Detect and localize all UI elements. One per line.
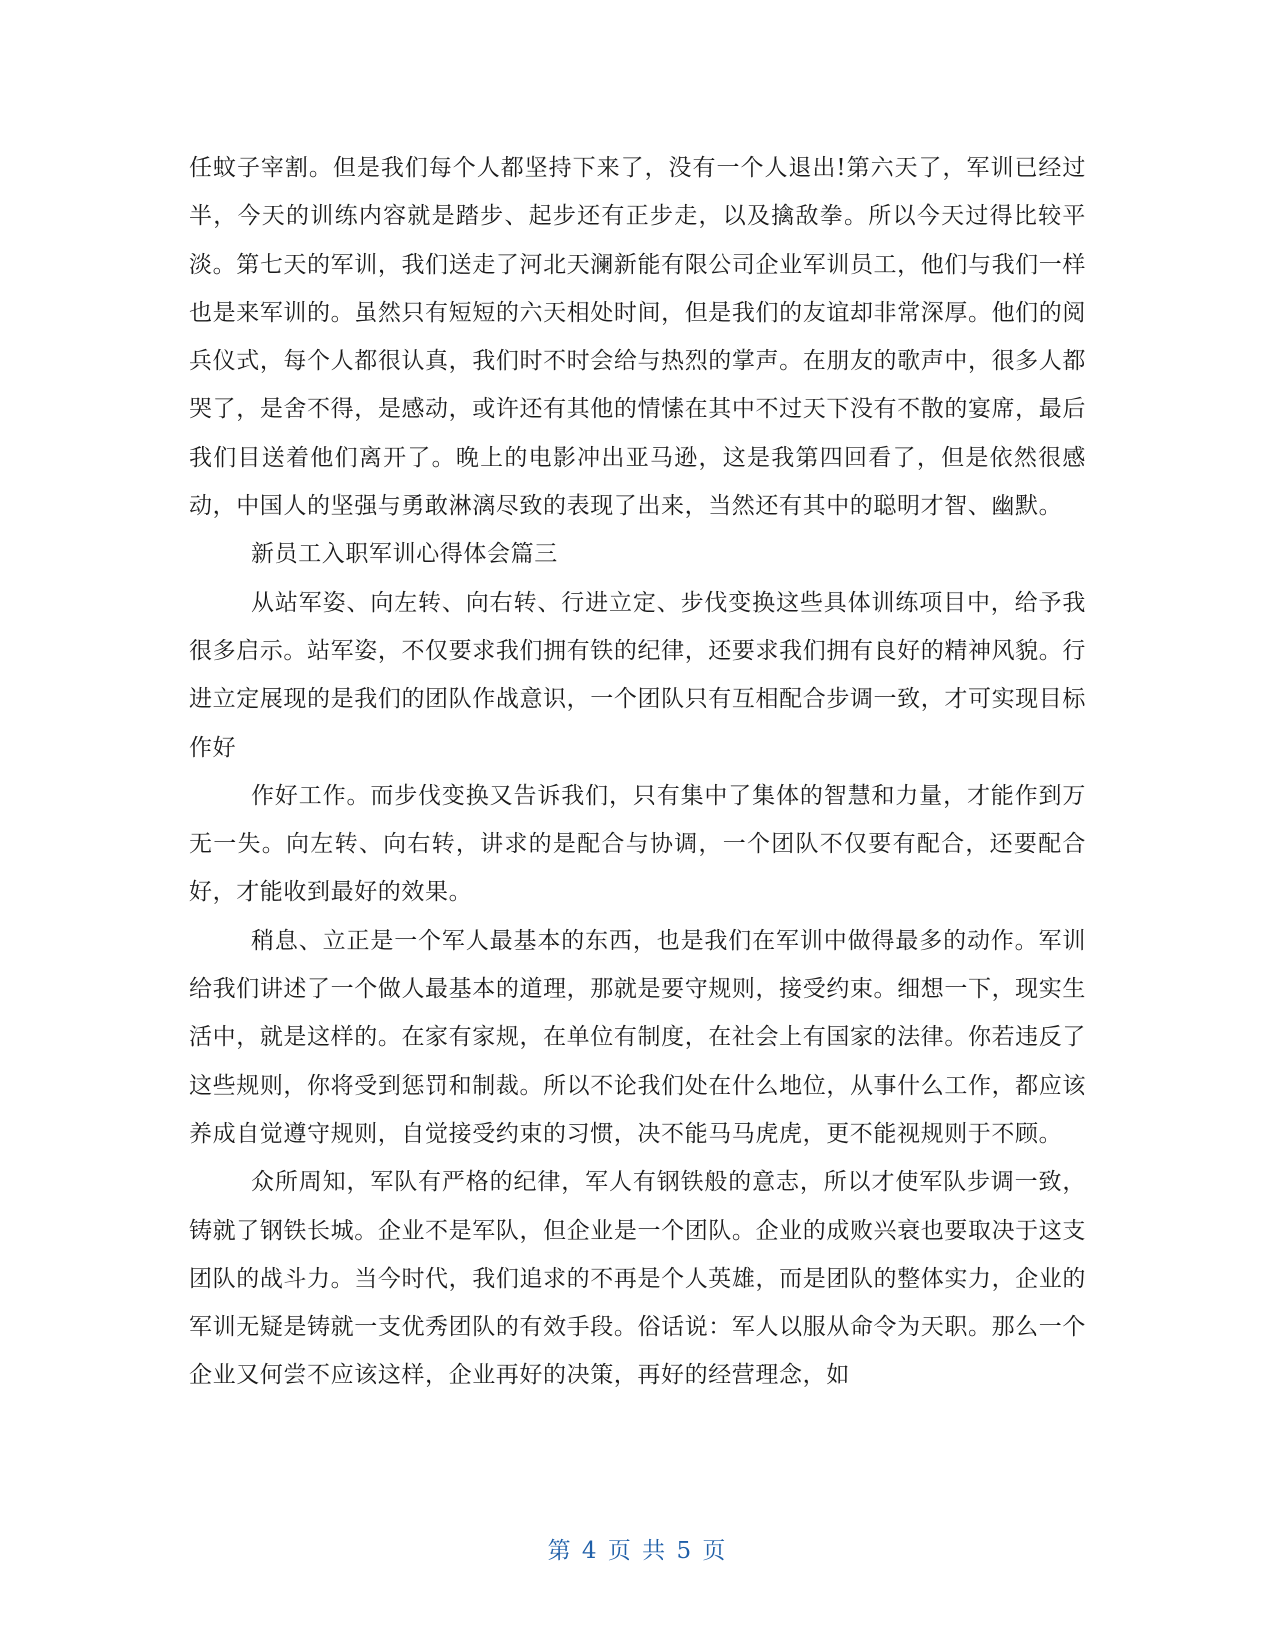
paragraph: 众所周知，军队有严格的纪律，军人有钢铁般的意志，所以才使军队步调一致，铸就了钢铁长城。企业不是军队，但企业是一个团队。企业的成败兴衰也要取决于这支团队的战斗力。当今时代，我们追求的不再是个人英雄，而是团队的整体实力，企业的军训无疑是铸就一支优秀团队的有效手段。俗话说：军人以服从命令为天职。那么一个企业又何尝不应该这样，企业再好的决策，再好的经营理念，如 (189, 1169, 1086, 1389)
section-heading: 新员工入职军训心得体会篇三 (251, 541, 558, 568)
paragraph: 作好工作。而步伐变换又告诉我们，只有集中了集体的智慧和力量，才能作到万无一失。向左转、向右转，讲求的是配合与协调，一个团队不仅要有配合，还要配合好，才能收到最好的效果。 (189, 782, 1086, 906)
paragraph: 稍息、立正是一个军人最基本的东西，也是我们在军训中做得最多的动作。军训给我们讲述了一个做人最基本的道理，那就是要守规则，接受约束。细想一下，现实生活中，就是这样的。在家有家规，在单位有制度，在社会上有国家的法律。你若违反了这些规则，你将受到惩罚和制裁。所以不论我们处在什么地位，从事什么工作，都应该养成自觉遵守规则，自觉接受约束的习惯，决不能马马虎虎，更不能视规则于不顾。 (189, 927, 1086, 1147)
page-number-footer: 第 4 页 共 5 页 (547, 1538, 728, 1564)
paragraph: 从站军姿、向左转、向右转、行进立定、步伐变换这些具体训练项目中，给予我很多启示。站军姿，不仅要求我们拥有铁的纪律，还要求我们拥有良好的精神风貌。行进立定展现的是我们的团队作战意识，一个团队只有互相配合步调一致，才可实现目标作好 (189, 589, 1086, 761)
document-body (189, 144, 1086, 1400)
paragraph-continued: 任蚊子宰割。但是我们每个人都坚持下来了，没有一个人退出!第六天了，军训已经过半，今天的训练内容就是踏步、起步还有正步走，以及擒敌拳。所以今天过得比较平淡。第七天的军训，我们送走了河北天澜新能有限公司企业军训员工，他们与我们一样也是来军训的。虽然只有短短的六天相处时间，但是我们的友谊却非常深厚。他们的阅兵仪式，每个人都很认真，我们时不时会给与热烈的掌声。在朋友的歌声中，很多人都哭了，是舍不得，是感动，或许还有其他的情愫在其中不过天下没有不散的宴席，最后我们目送着他们离开了。晚上的电影冲出亚马逊，这是我第四回看了，但是依然很感动，中国人的坚强与勇敢淋漓尽致的表现了出来，当然还有其中的聪明才智、幽默。 (189, 155, 1086, 520)
